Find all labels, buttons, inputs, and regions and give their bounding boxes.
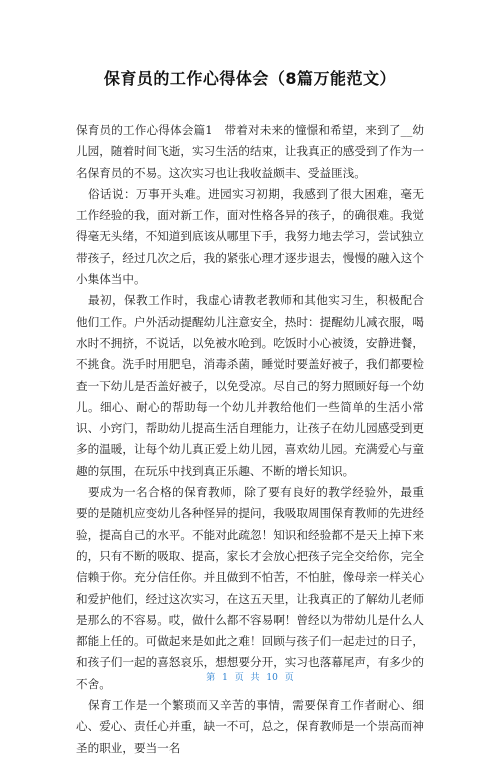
page-number-footer: 第 1 页 共 10 页 bbox=[206, 673, 294, 683]
paragraph-1: 保育员的工作心得体会篇1 带着对未来的憧憬和希望，来到了__幼儿园，随着时间飞逝，实习生活的结束，让我真正的感受到了作为一名保育员的不易。这次实习也让我收益颇丰、受益匪浅。 bbox=[76, 123, 424, 180]
document-title: 保育员的工作心得体会（8篇万能范文） bbox=[103, 69, 397, 88]
paragraph-4: 要成为一名合格的保育教师，除了要有良好的教学经验外，最重要的是随机应变幼儿各种怪异的提问，我吸取周围保育教师的先进经验，提高自己的水平。不能对此疏忽！知识和经验都不是天上掉下来的，只有不断的吸取、提高，家长才会放心把孩子完全交给你，完全信赖于你。充分信任你。并且做到不怕苦，不怕脏，像母亲一样关心和爱护他们，经过这次实习，在这五天里，让我真正的了解幼儿老师是那么的不容易。哎，做什么都不容易啊！曾经以为带幼儿是什么人都能上任的。可做起来是如此之难！回顾与孩子们一起走过的日子，和孩子们一起的喜怒哀乐，想想要分开，实习也落幕尾声，有多少的不舍。 bbox=[76, 485, 424, 691]
paragraph-2: 俗话说：万事开头难。进园实习初期，我感到了很大困难，毫无工作经验的我，面对新工作，面对性格各异的孩子，的确很难。我觉得毫无头绪，不知道到底该从哪里下手，我努力地去学习，尝试独立带孩子，经过几次之后，我的紧张心理才逐步退去，慢慢的融入这个小集体当中。 bbox=[76, 186, 424, 287]
paragraph-3: 最初，保教工作时，我虚心请教老教师和其他实习生，积极配合他们工作。户外活动提醒幼儿注意安全，热时：提醒幼儿减衣服，喝水时不拥挤，不说话，以免被水呛到。吃饭时小心被烫，安静进餐，不挑食。洗手时用肥皂，消毒杀菌，睡觉时要盖好被子，我们都要检查一下幼儿是否盖好被子，以免受凉。尽自己的努力照顾好每一个幼儿。细心、耐心的帮助每一个幼儿并教给他们一些简单的生活小常识、小窍门，帮助幼儿提高生活自理能力，让孩子在幼儿园感受到更多的温暖，让每个幼儿真正爱上幼儿园，喜欢幼儿园。充满爱心与童趣的氛围，在玩乐中找到真正乐趣、不断的增长知识。 bbox=[76, 293, 424, 478]
document-body bbox=[76, 120, 424, 759]
paragraph-5: 保育工作是一个繁琐而又辛苦的事情，需要保育工作者耐心、细心、爱心、责任心并重，缺一不可，总之，保育教师是一个崇高而神圣的职业，要当一名 bbox=[76, 698, 424, 755]
